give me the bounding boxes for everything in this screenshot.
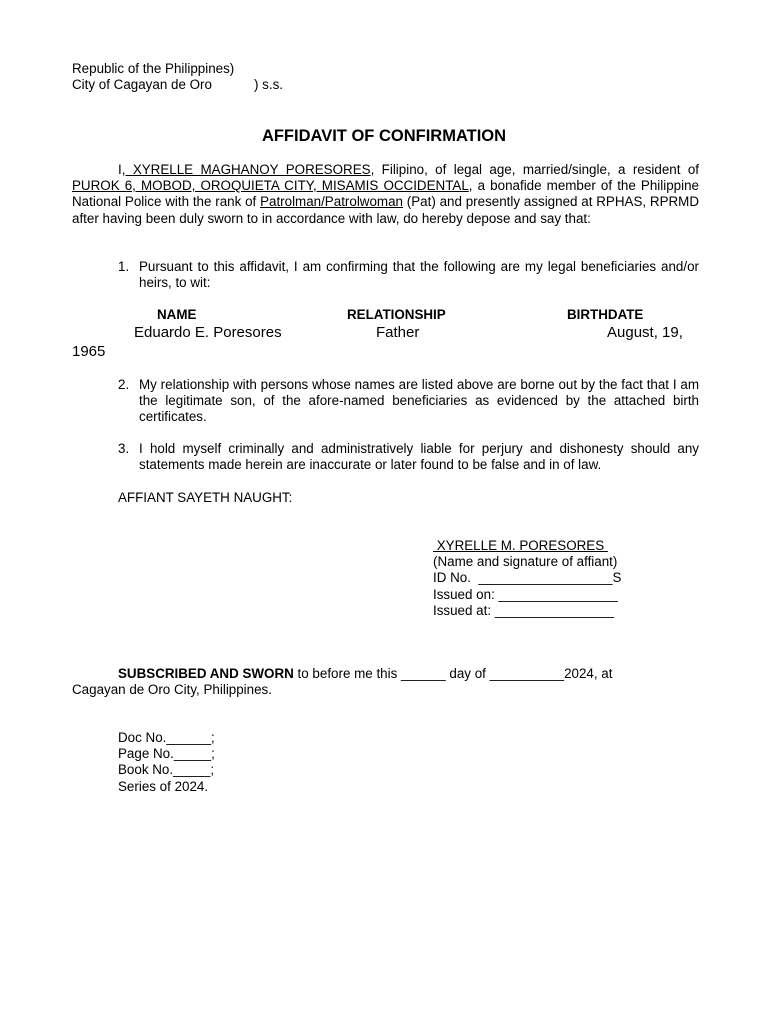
jurat-text: to before me this ______ day of __________2024, at <box>293 666 613 681</box>
header-ss: ) s.s. <box>254 77 284 92</box>
jurat-place: Cagayan de Oro City, Philippines. <box>72 682 272 697</box>
column-header-birthdate: BIRTHDATE <box>567 307 644 322</box>
list-item-number: 2. <box>118 377 130 392</box>
header-republic: Republic of the Philippines) <box>72 61 235 76</box>
signature-name: XYRELLE M. PORESORES <box>433 538 608 553</box>
doc-number: Doc No.______; <box>118 730 215 745</box>
list-item-number: 3. <box>118 441 130 456</box>
intro-text-2: , a bonafide member of the Philippine National Police with the rank of <box>72 178 699 210</box>
issued-at-field: Issued at: ________________ <box>433 602 614 618</box>
intro-text-1: , Filipino, of legal age, married/single, a resident of <box>370 162 699 177</box>
affiant-address: PUROK 6, MOBOD, OROQUIETA CITY, MISAMIS OCCIDENTAL <box>72 178 469 194</box>
list-item <box>118 441 699 473</box>
beneficiary-name: Eduardo E. Poresores <box>134 324 282 341</box>
intro-paragraph <box>72 162 699 227</box>
beneficiary-birthdate: August, 19, <box>607 324 683 341</box>
affiant-name: XYRELLE MAGHANOY PORESORES <box>125 162 371 177</box>
list-item <box>118 377 699 426</box>
jurat-bold: SUBSCRIBED AND SWORN <box>118 666 294 681</box>
column-header-name: NAME <box>157 307 197 322</box>
document-title: AFFIDAVIT OF CONFIRMATION <box>261 127 507 145</box>
signature-block <box>433 538 621 619</box>
beneficiary-relationship: Father <box>376 324 420 341</box>
id-number-field: ID No. __________________S <box>433 570 622 586</box>
header-city: City of Cagayan de Oro <box>72 77 212 92</box>
list-item-text: I hold myself criminally and administratively liable for perjury and dishonesty should any statements made herein are inaccurate or later found to be false and in of law. <box>139 441 699 473</box>
issued-on-field: Issued on: ________________ <box>433 586 618 602</box>
list-item <box>118 259 699 291</box>
list-item-number: 1. <box>118 259 130 274</box>
intro-prefix: I, <box>118 162 126 177</box>
list-item-text: Pursuant to this affidavit, I am confirming that the following are my legal beneficiaries and/or heirs, to wit: <box>139 259 699 291</box>
intro-text-3: (Pat) and presently assigned at RPHAS, RPRMD after having been duly sworn to in accordance with law, do hereby depose and say that: <box>72 194 699 226</box>
book-number: Book No._____; <box>118 762 215 778</box>
series-year: Series of 2024. <box>118 778 209 794</box>
notarial-block <box>118 730 215 795</box>
column-header-relationship: RELATIONSHIP <box>347 307 446 322</box>
jurat-line <box>118 666 612 682</box>
beneficiary-birthdate-year: 1965 <box>72 343 106 360</box>
page-number: Page No._____; <box>118 746 215 762</box>
signature-caption: (Name and signature of affiant) <box>433 554 618 570</box>
affiant-sayeth: AFFIANT SAYETH NAUGHT: <box>118 490 293 505</box>
list-item-text: My relationship with persons whose names are listed above are borne out by the fact that I am the legitimate son, of the afore-named beneficiaries as evidenced by the attached birth certificates. <box>139 377 699 425</box>
affiant-rank: Patrolman/Patrolwoman <box>260 194 403 210</box>
